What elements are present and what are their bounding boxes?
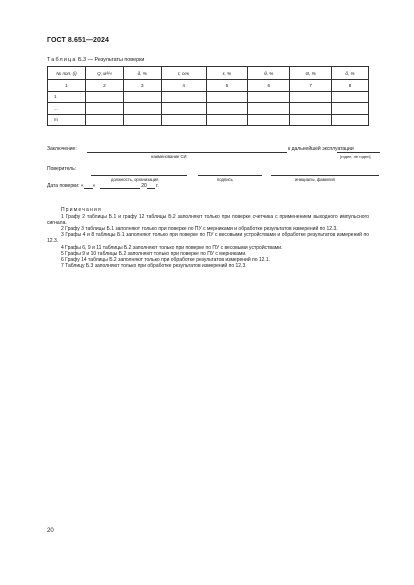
- notes-heading: Примечания: [61, 207, 102, 213]
- table-cell: [206, 91, 248, 103]
- table-cell: 1: [48, 91, 86, 103]
- table-cell: [123, 114, 161, 126]
- column-header: δ, %: [332, 67, 369, 80]
- column-header: № поп. (i): [48, 67, 86, 80]
- conclusion-block: [47, 146, 377, 166]
- table-cell: 1: [48, 80, 86, 92]
- column-header: Θ, %: [290, 67, 332, 80]
- table-cell: 8: [332, 80, 369, 92]
- table-cell: [123, 91, 161, 103]
- fitness-caption: [годен, не годен]: [340, 154, 371, 159]
- si-name-line: [87, 152, 287, 153]
- fitness-line: [337, 152, 380, 153]
- year-line: [147, 183, 155, 189]
- position-line: [91, 175, 187, 176]
- table-cell: 5: [206, 80, 248, 92]
- table-cell: [248, 114, 290, 126]
- table-cell: [332, 91, 369, 103]
- table-header-row: [48, 67, 369, 80]
- date-quote-close: »: [92, 183, 96, 189]
- table-cell: [85, 103, 123, 115]
- table-cell: [332, 103, 369, 115]
- table-caption-prefix: Таблица: [47, 57, 77, 63]
- table-cell: [161, 114, 206, 126]
- si-name-caption: наименование СИ: [151, 154, 187, 159]
- column-header: t, сек: [161, 67, 206, 80]
- table-cell: [85, 91, 123, 103]
- position-caption: должность, организация: [111, 177, 159, 182]
- column-header: δ, %: [123, 67, 161, 80]
- table-cell: 6: [248, 80, 290, 92]
- note-item: 1 Графу 2 таблицы Б.1 и графу 12 таблицы Б.2 заполняют только при поверке счетчика с применением выходного импульсного сигнала.: [47, 214, 369, 227]
- note-item: 7 Таблицу Б.3 заполняют только при обработке результатов измерений по 12.3.: [61, 262, 247, 269]
- table-cell: [290, 114, 332, 126]
- name-caption: инициалы, фамилия: [295, 177, 335, 182]
- month-line: [100, 183, 140, 189]
- table-cell: 7: [290, 80, 332, 92]
- document-header: ГОСТ 8.651—2024: [47, 37, 110, 44]
- name-line: [271, 175, 379, 176]
- year-suffix: г.: [156, 183, 159, 189]
- table-cell: m: [48, 114, 86, 126]
- signature-caption: подпись: [217, 177, 233, 182]
- table-cell: [290, 103, 332, 115]
- column-header: θ, %: [248, 67, 290, 80]
- table-cell: [85, 114, 123, 126]
- table-cell: [161, 91, 206, 103]
- table-cell: [248, 91, 290, 103]
- table-cell: [332, 114, 369, 126]
- table-cell: 4: [161, 80, 206, 92]
- table-caption-text: Б.3 — Результаты поверки: [76, 57, 145, 63]
- table-cell: ...: [48, 103, 86, 115]
- year-prefix: 20: [141, 183, 147, 189]
- day-line: [84, 183, 93, 189]
- column-header: ε, %: [206, 67, 248, 80]
- verifier-label: Поверитель:: [47, 166, 77, 172]
- table-cell: [290, 91, 332, 103]
- table-cell: [206, 103, 248, 115]
- verifier-block: [47, 166, 377, 184]
- note-item: 6 Графу 14 таблицы Б.2 заполняют только при обработке результатов измерений по 12.1.: [61, 256, 270, 263]
- page-number: 20: [47, 528, 54, 534]
- note-item: 4 Графы 6, 9 и 11 таблицы Б.2 заполняют только при поверке по ПУ с весовыми устройствами.: [61, 244, 283, 251]
- note-item: 3 Графы 4 и 8 таблицы Б.1 заполняют только при поверке по ПУ с весовыми устройствами и обработке результатов измерений по 12.3.: [47, 232, 369, 245]
- column-header: Q, м³/ч: [85, 67, 123, 80]
- table-row: [48, 114, 369, 126]
- note-item: 5 Графы 9 и 10 таблицы Б.2 заполняют только при поверке по ПУ с мерниками.: [61, 250, 247, 257]
- table-cell: 3: [123, 80, 161, 92]
- notes-block: [47, 207, 369, 269]
- table-row: [48, 80, 369, 92]
- table-cell: [206, 114, 248, 126]
- verification-date: [47, 183, 159, 189]
- conclusion-middle-text: к дальнейшей эксплуатации: [288, 146, 354, 152]
- conclusion-label: Заключение:: [47, 146, 77, 152]
- signature-line: [198, 175, 262, 176]
- table-row: [48, 103, 369, 115]
- table-cell: [123, 103, 161, 115]
- table-cell: 2: [85, 80, 123, 92]
- results-table: [47, 66, 369, 126]
- note-item: 2 Графу 3 таблицы Б.1 заполняют только при поверке по ПУ с мерниками и обработке результатов измерений по 12.3.: [61, 226, 338, 233]
- date-label: Дата поверки: «: [47, 183, 84, 189]
- table-cell: [248, 103, 290, 115]
- table-row: [48, 91, 369, 103]
- table-caption: [47, 57, 144, 63]
- table-cell: [161, 103, 206, 115]
